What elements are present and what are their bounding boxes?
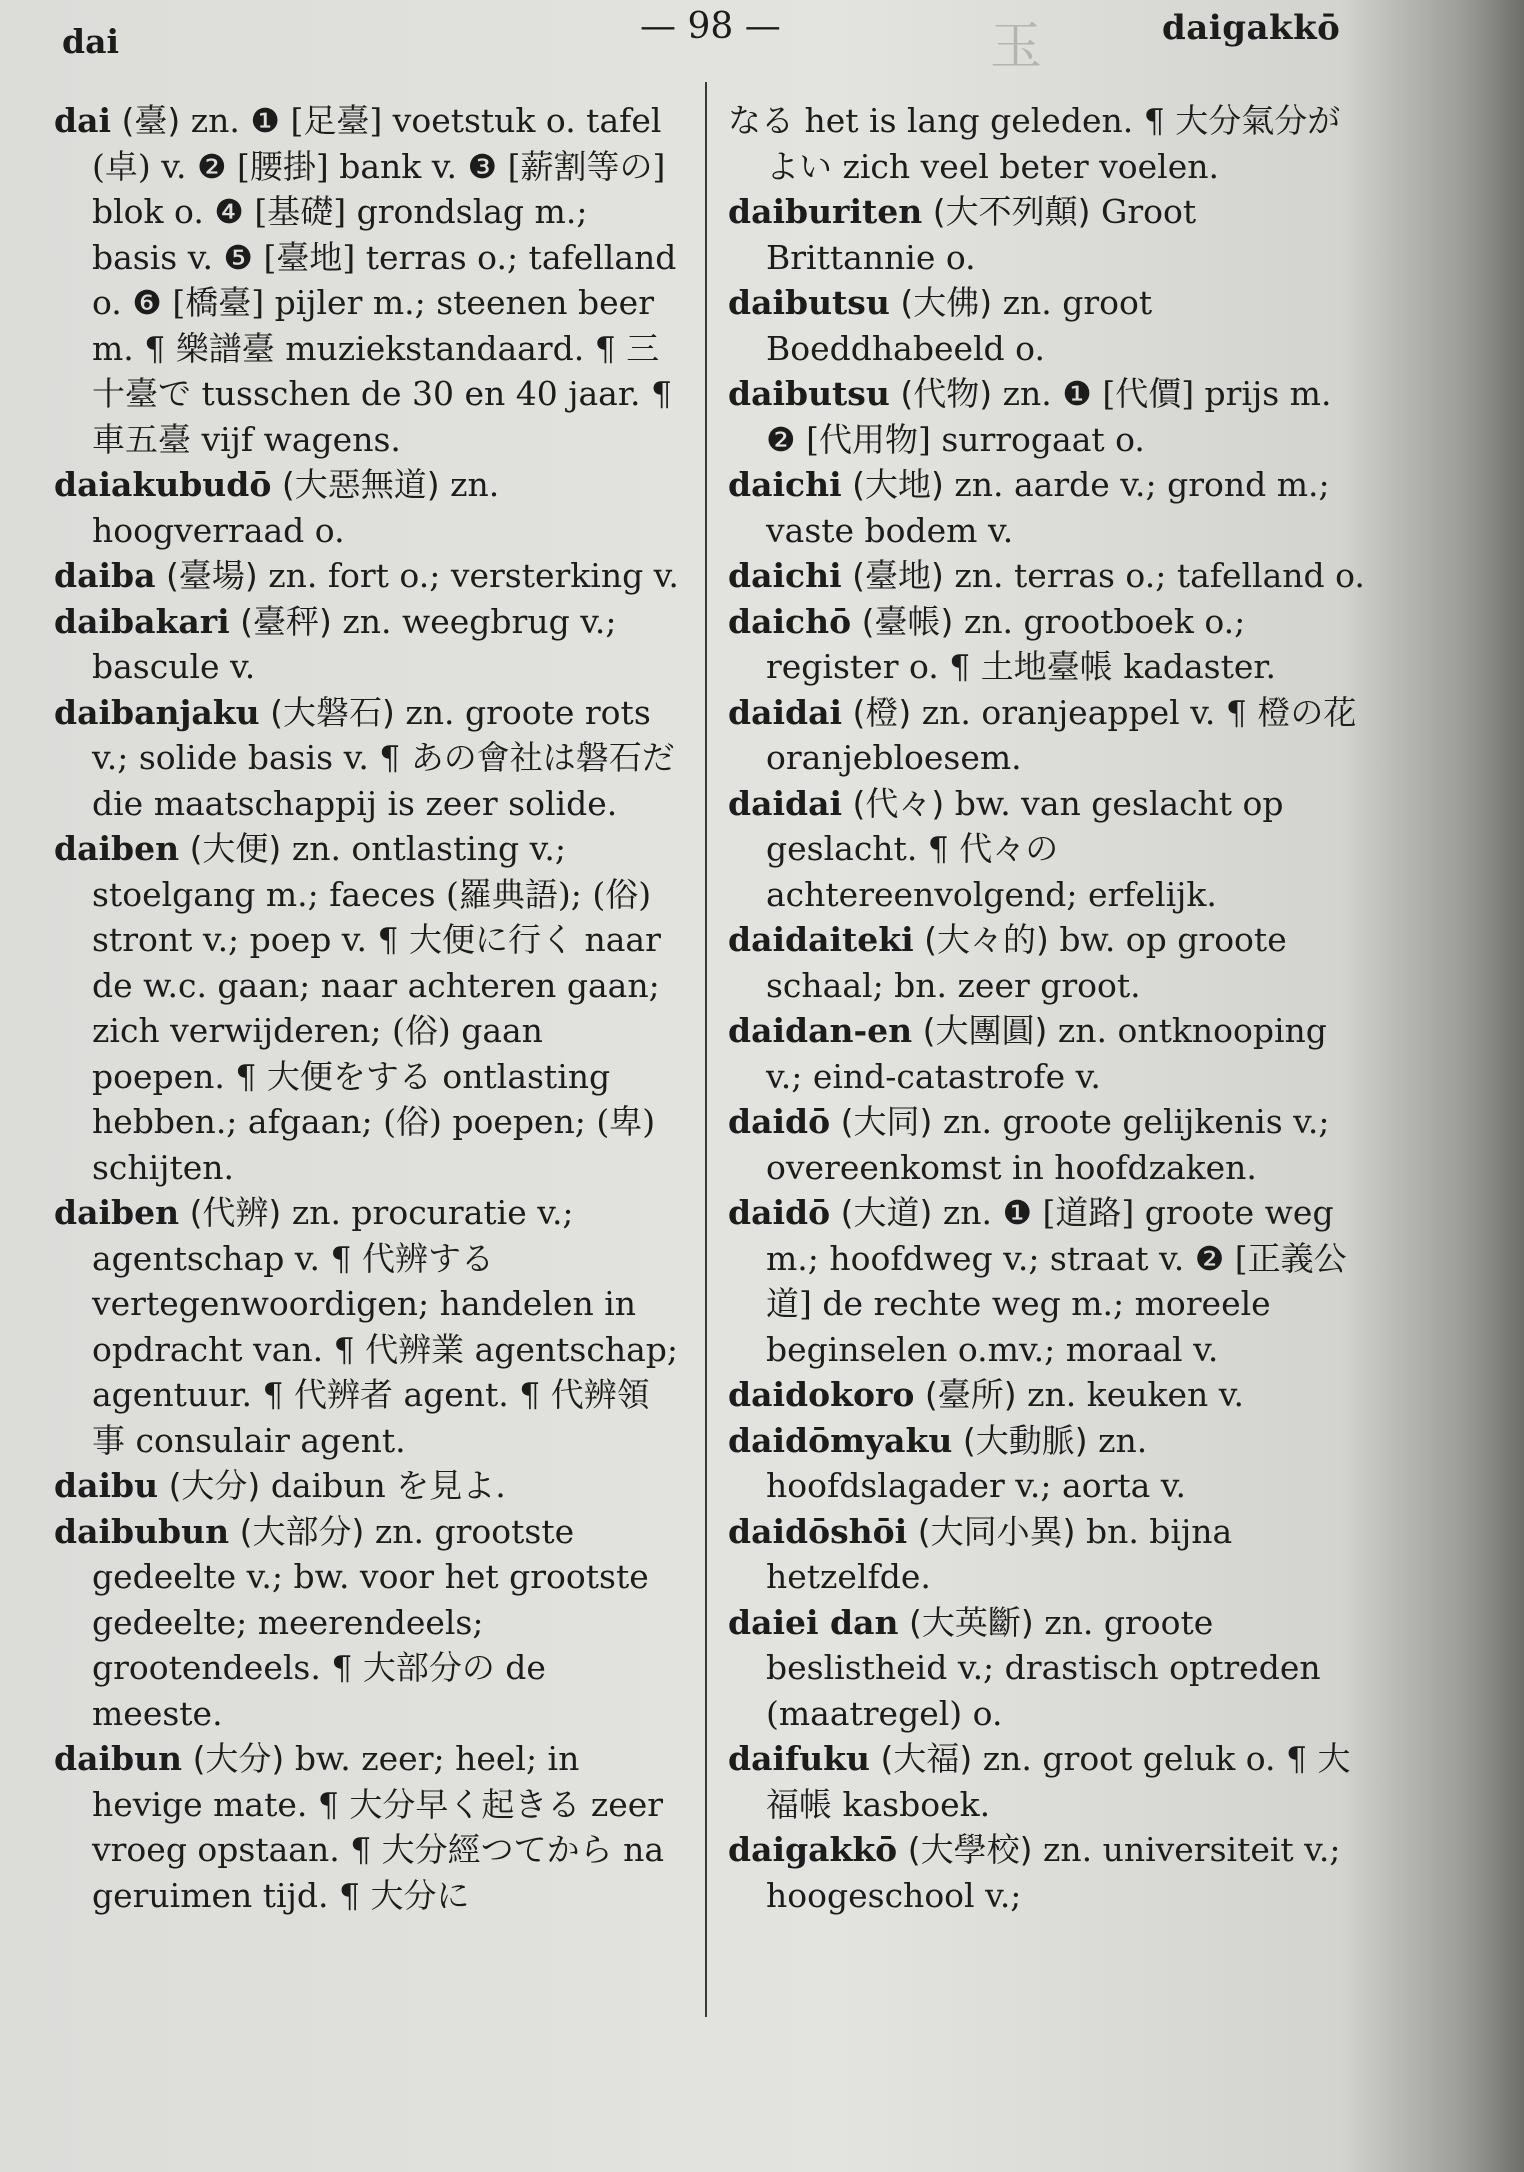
dictionary-entry: [728, 462, 1368, 553]
entry-definition: zn. grootste gedeelte v.; bw. voor het grootste gedeelte; meerendeels; grootendeels. ¶ 大部分の de meeste.: [92, 1511, 649, 1733]
headword-kanji: (大分): [192, 1739, 285, 1778]
dictionary-entry: [54, 826, 682, 1190]
headword-kanji: (大福): [880, 1739, 973, 1778]
headword-kanji: (臺秤): [240, 601, 332, 641]
dictionary-entry: [54, 553, 682, 599]
headword-kanji: (大磐石): [270, 692, 395, 732]
dictionary-entry: [728, 917, 1368, 1008]
entry-definition: zn. fort o.; versterking v.: [268, 556, 679, 595]
headword-kanji: (大同): [840, 1102, 933, 1141]
headword-kanji: (臺地): [852, 556, 944, 595]
dictionary-entry: [728, 1509, 1368, 1600]
headword: dai: [54, 101, 111, 140]
dictionary-entry: [728, 1418, 1368, 1509]
entry-definition: zn. ontknooping v.; eind-catastrofe v.: [766, 1011, 1327, 1096]
headword-kanji: (臺所): [924, 1375, 1017, 1414]
dictionary-entry: [54, 98, 682, 462]
headword: daibu: [54, 1466, 159, 1505]
entry-definition: zn. terras o.; tafelland o.: [954, 556, 1365, 595]
headword: daiburiten: [728, 192, 923, 231]
headword: daigakkō: [728, 1830, 898, 1869]
entry-definition: zn. procuratie v.; agentschap v. ¶ 代辨する vertegenwoordigen; handelen in opdracht van. ¶ 代辨業 agentschap; agentuur. ¶ 代辨者 agent. ¶ 代辨領事 consulair agent.: [92, 1193, 679, 1460]
headword: daibutsu: [728, 374, 890, 413]
right-column: [728, 98, 1368, 1918]
headword-kanji: (大道): [840, 1193, 933, 1232]
headword-kanji: (代々): [852, 783, 945, 823]
dictionary-entry: [728, 553, 1368, 599]
entry-definition: zn. ❶ [足臺] voetstuk o. tafel (卓) v. ❷ [腰掛] bank v. ❸ [薪割等の] blok o. ❹ [基礎] grondslag m.; basis v. ❺ [臺地] terras o.; tafelland o. ❻ [橋臺] pijler m.; steenen beer m. ¶ 樂譜臺 muziekstandaard. ¶ 三十臺で tusschen de 30 en 40 jaar. ¶ 車五臺 vijf wagens.: [92, 101, 677, 459]
headword: daichō: [728, 601, 852, 641]
guide-word-right: daigakkō: [1162, 8, 1341, 48]
headword-kanji: (臺帳): [861, 601, 954, 641]
headword-kanji: (大不列顛): [932, 192, 1091, 231]
page-number: — 98 —: [640, 6, 781, 47]
headword: daidaiteki: [728, 920, 914, 959]
headword-kanji: (大惡無道): [281, 465, 440, 504]
headword: daidokoro: [728, 1375, 915, 1414]
entry-definition: bw. op groote schaal; bn. zeer groot.: [766, 920, 1287, 1005]
dictionary-entry: [728, 690, 1368, 781]
entry-definition: Groot Brittannie o.: [766, 192, 1197, 277]
corner-stamp-mark: 玉: [990, 17, 1043, 77]
entry-definition: zn. groote gelijkenis v.; overeenkomst in hoofdzaken.: [766, 1102, 1330, 1187]
headword: daidai: [728, 692, 842, 732]
headword: daibutsu: [728, 283, 890, 322]
headword-kanji: (大部分): [239, 1511, 365, 1551]
headword: daidan-en: [728, 1011, 913, 1050]
dictionary-entry: [54, 1190, 682, 1463]
dictionary-entry: [728, 98, 1368, 189]
dictionary-entry: [54, 599, 682, 690]
headword: daibanjaku: [54, 692, 260, 732]
dictionary-entry: [54, 1463, 682, 1509]
entry-definition: zn. weegbrug v.; bascule v.: [92, 601, 617, 686]
dictionary-entry: [728, 1736, 1368, 1827]
entry-definition: zn. oranjeappel v. ¶ 橙の花 oranjebloesem.: [766, 692, 1357, 777]
headword: daidōmyaku: [728, 1420, 953, 1460]
headword: daifuku: [728, 1739, 871, 1778]
headword-kanji: (大地): [852, 465, 944, 504]
dictionary-entry: [54, 1736, 682, 1918]
left-column: [54, 98, 682, 1918]
headword-kanji: (代辨): [189, 1193, 282, 1232]
headword: daidai: [728, 783, 842, 823]
entry-definition: なる het is lang geleden. ¶ 大分氣分がよい zich veel beter voelen.: [728, 101, 1341, 186]
dictionary-entry: [728, 599, 1368, 690]
entry-definition: bw. zeer; heel; in hevige mate. ¶ 大分早く起きる zeer vroeg opstaan. ¶ 大分經つてから na geruimen tijd. ¶ 大分に: [92, 1739, 665, 1915]
dictionary-entry: [728, 1099, 1368, 1190]
dictionary-entry: [728, 189, 1368, 280]
entry-definition: zn. grootboek o.; register o. ¶ 土地臺帳 kadaster.: [766, 601, 1277, 686]
headword: daidō: [728, 1102, 831, 1141]
entry-definition: bw. van geslacht op geslacht. ¶ 代々の achtereenvolgend; erfelijk.: [766, 783, 1284, 914]
column-divider: [705, 82, 707, 2017]
headword: daiben: [54, 1193, 180, 1232]
dictionary-entry: [728, 1372, 1368, 1418]
entry-definition: zn. keuken v.: [1027, 1375, 1244, 1414]
dictionary-entry: [728, 371, 1368, 462]
headword: daidōshōi: [728, 1511, 908, 1551]
headword: daidō: [728, 1193, 831, 1232]
headword-kanji: (代物): [900, 374, 993, 413]
headword: daiba: [54, 556, 156, 595]
headword-kanji: (大便): [189, 829, 282, 868]
dictionary-entry: [54, 690, 682, 827]
dictionary-entry: [728, 280, 1368, 371]
entry-definition: zn. ❶ [代價] prijs m. ❷ [代用物] surrogaat o.: [766, 374, 1332, 459]
headword-kanji: (大佛): [900, 283, 993, 322]
headword: daibun: [54, 1739, 183, 1778]
headword-kanji: (大英斷): [908, 1602, 1034, 1642]
entry-definition: zn. groote rots v.; solide basis v. ¶ あの會社は磐石だ die maatschappij is zeer solide.: [92, 692, 675, 823]
guide-word-left: dai: [62, 22, 119, 61]
headword-kanji: (大團圓): [922, 1011, 1048, 1050]
headword-kanji: (橙): [852, 692, 912, 732]
headword: daiben: [54, 829, 180, 868]
headword: daiei dan: [728, 1602, 899, 1642]
headword-kanji: (大學校): [907, 1830, 1033, 1869]
headword: daichi: [728, 465, 842, 504]
headword: daibubun: [54, 1511, 230, 1551]
headword-kanji: (大々的): [924, 920, 1049, 959]
headword-kanji: (臺場): [165, 556, 258, 595]
dictionary-entry: [728, 781, 1368, 918]
headword-kanji: (臺): [121, 101, 181, 140]
dictionary-entry: [728, 1827, 1368, 1918]
entry-definition: daibun を見よ.: [270, 1466, 506, 1505]
headword: daiakubudō: [54, 465, 272, 504]
headword-kanji: (大同小異): [917, 1511, 1076, 1551]
entry-definition: bn. bijna hetzelfde.: [766, 1511, 1233, 1596]
dictionary-entry: [54, 1509, 682, 1737]
dictionary-entry: [728, 1008, 1368, 1099]
entry-definition: zn. groote beslistheid v.; drastisch optreden (maatregel) o.: [766, 1602, 1321, 1733]
entry-definition: zn. hoogverraad o.: [92, 465, 500, 550]
headword: daibakari: [54, 601, 230, 641]
entry-definition: zn. groot geluk o. ¶ 大福帳 kasboek.: [766, 1739, 1351, 1824]
running-header: [0, 0, 1524, 90]
dictionary-entry: [728, 1190, 1368, 1372]
headword-kanji: (大分): [168, 1466, 261, 1505]
dictionary-entry: [54, 462, 682, 553]
dictionary-entry: [728, 1600, 1368, 1737]
headword: daichi: [728, 556, 842, 595]
headword-kanji: (大動脈): [962, 1420, 1088, 1460]
entry-definition: zn. ontlasting v.; stoelgang m.; faeces (羅典語); (俗) stront v.; poep v. ¶ 大便に行く naar de w.c. gaan; naar achteren gaan; zich verwijderen; (俗) gaan poepen. ¶ 大便をする ontlasting hebben.; afgaan; (俗) poepen; (卑) schijten.: [92, 829, 661, 1187]
entry-definition: zn. universiteit v.; hoogeschool v.;: [766, 1830, 1341, 1915]
entry-definition: zn. aarde v.; grond m.; vaste bodem v.: [766, 465, 1330, 550]
entry-definition: zn. groot Boeddhabeeld o.: [766, 283, 1153, 368]
entry-definition: zn. ❶ [道路] groote weg m.; hoofdweg v.; straat v. ❷ [正義公道] de rechte weg m.; moreele beginselen o.mv.; moraal v.: [766, 1193, 1347, 1369]
entry-definition: zn. hoofdslagader v.; aorta v.: [766, 1420, 1186, 1505]
